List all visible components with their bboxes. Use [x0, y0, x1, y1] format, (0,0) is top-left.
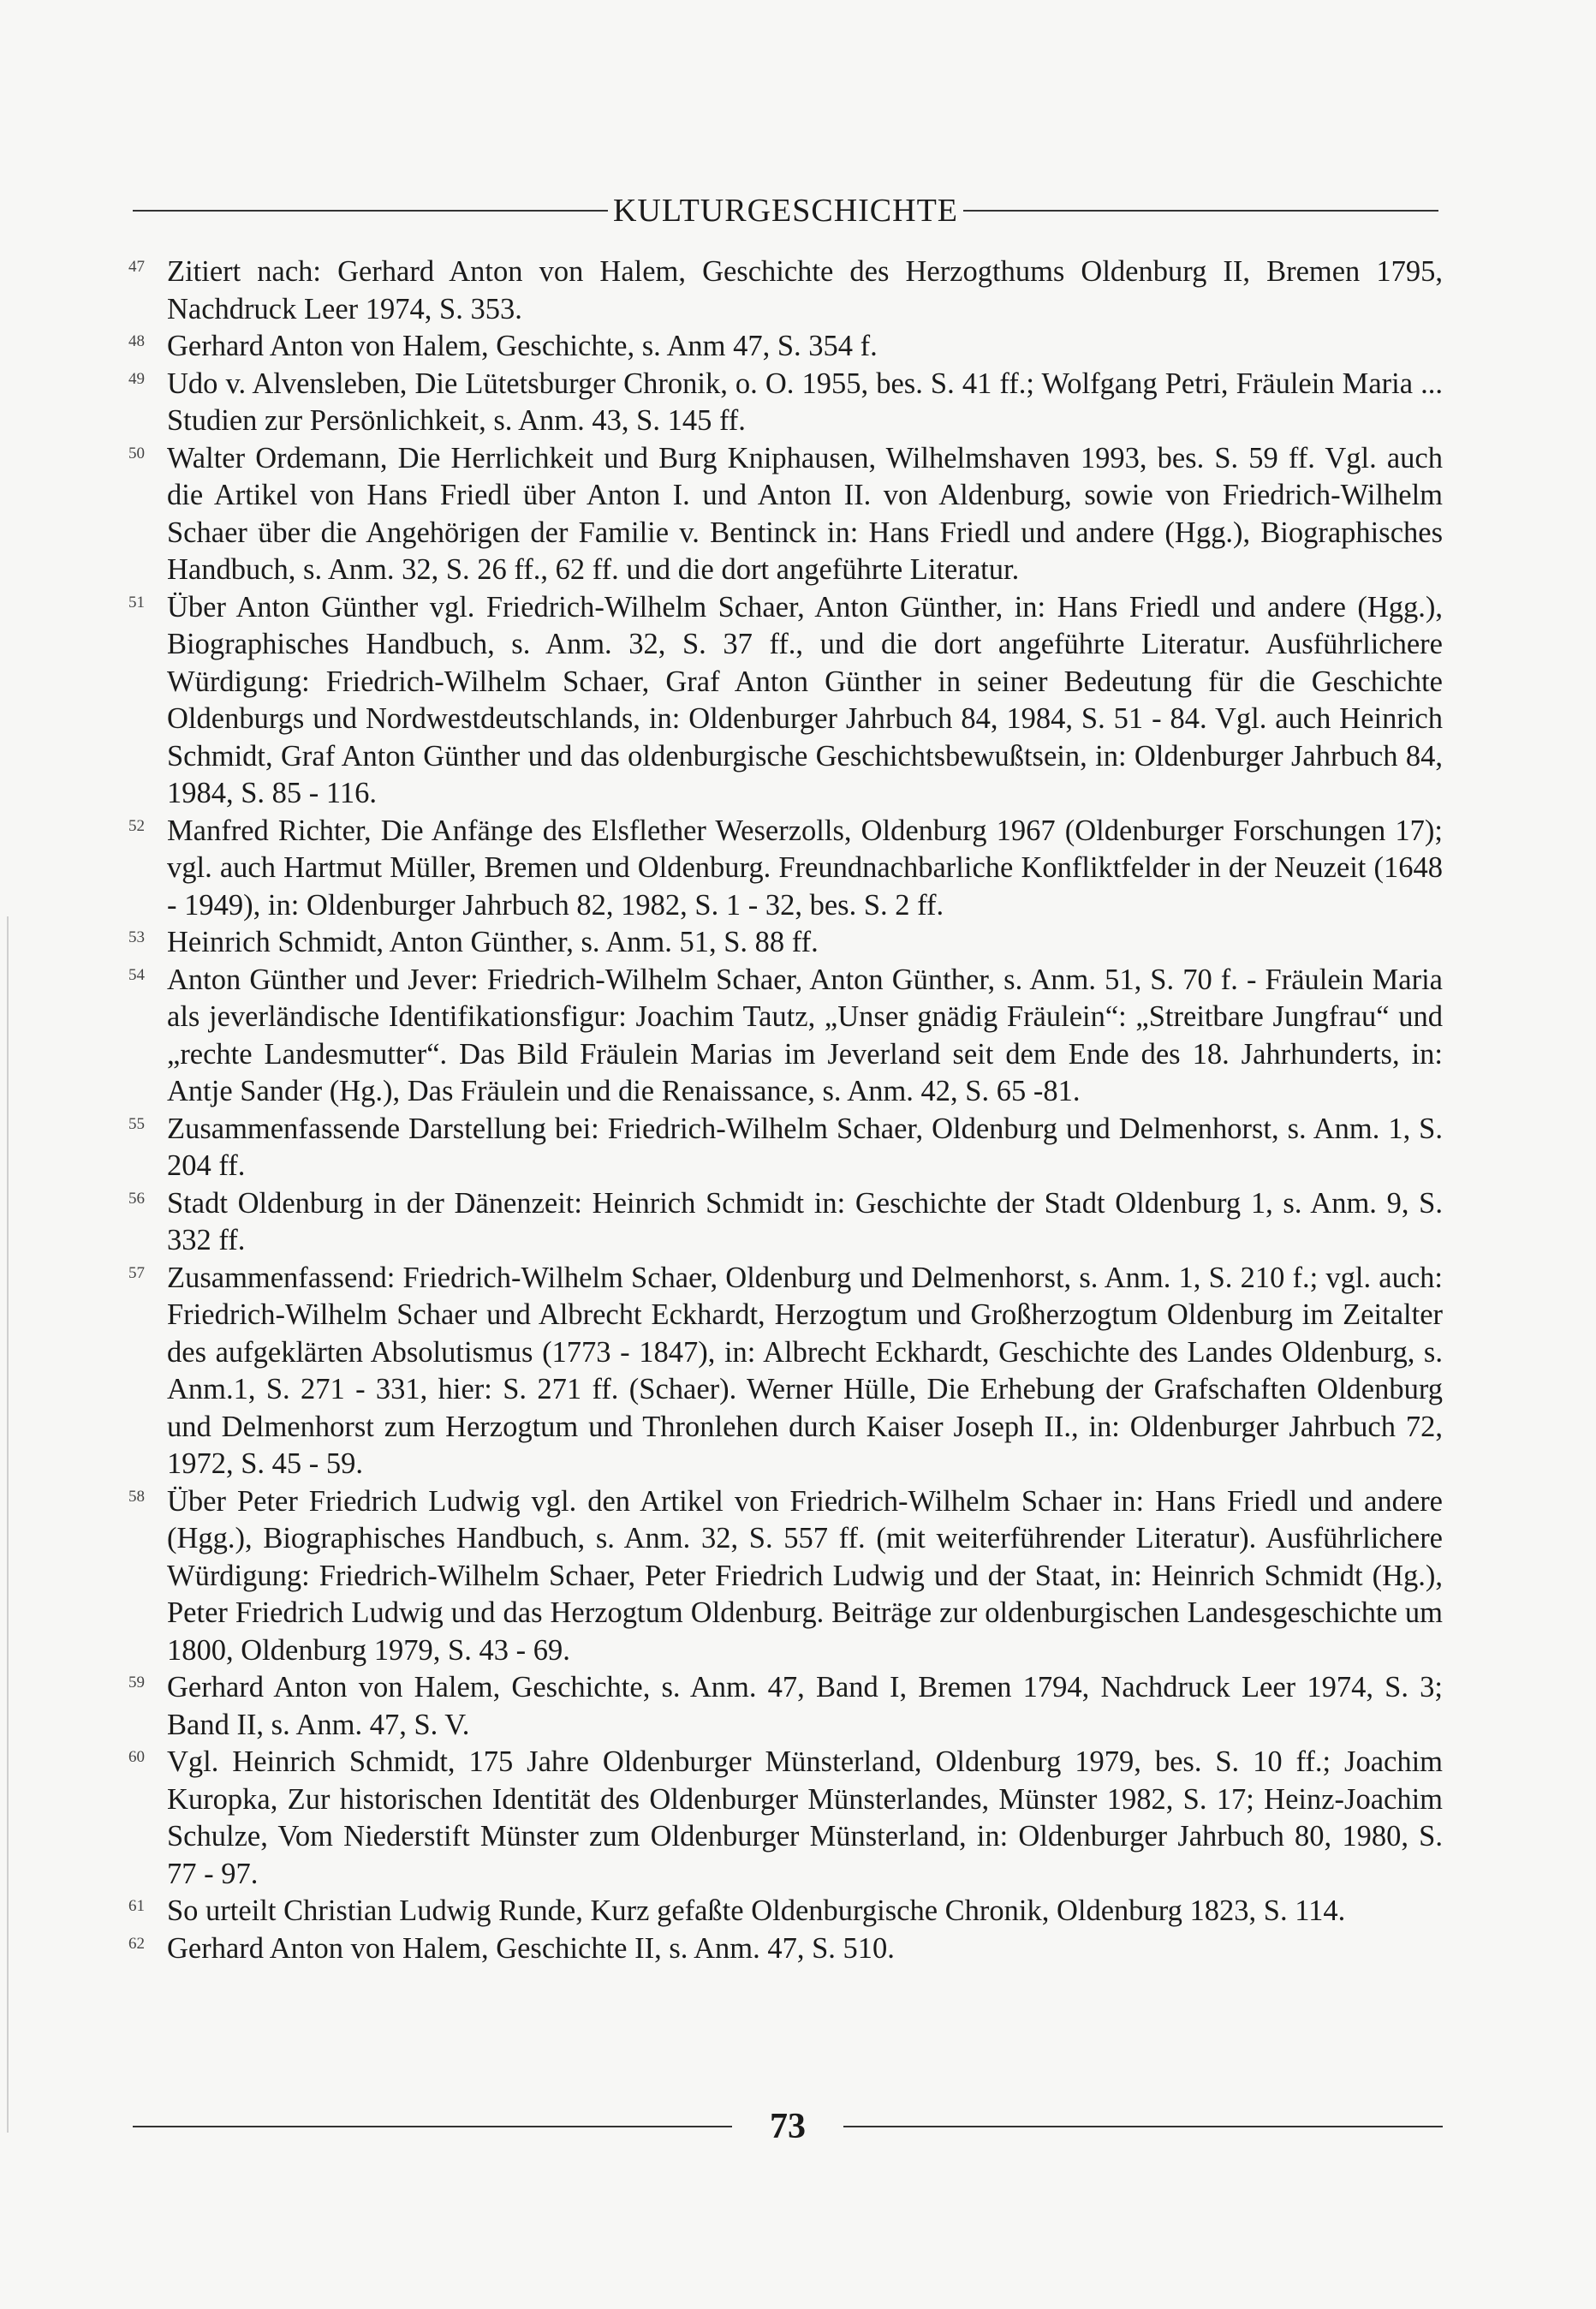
- footnote-text: Anton Günther und Jever: Friedrich-Wilhelm Schaer, Anton Günther, s. Anm. 51, S. 70 f. - Fräulein Maria als jeverländische Identifikationsfigur: Joachim Tautz, „Unser gnädig Fräulein“: „Streitbare Jungfrau“ und „rechte Landesmutter“. Das Bild Fräulein Marias im Jeverland seit dem Ende des 18. Jahrhunderts, in: Antje Sander (Hg.), Das Fräulein und die Renaissance, s. Anm. 42, S. 65 -81.: [167, 963, 1443, 1107]
- footnote-number: 47: [128, 258, 145, 276]
- footnote-text: Heinrich Schmidt, Anton Günther, s. Anm. 51, S. 88 ff.: [167, 926, 819, 958]
- header-rule-right: [963, 210, 1438, 212]
- footnote-number: 54: [128, 965, 145, 984]
- footnote-text: Manfred Richter, Die Anfänge des Elsflether Weserzolls, Oldenburg 1967 (Oldenburger Forschungen 17); vgl. auch Hartmut Müller, Bremen und Oldenburg. Freundnachbarliche Konfliktfelder in der Neuzeit (1648 - 1949), in: Oldenburger Jahrbuch 82, 1982, S. 1 - 32, bes. S. 2 ff.: [167, 814, 1443, 922]
- footnote-text: Walter Ordemann, Die Herrlichkeit und Burg Kniphausen, Wilhelmshaven 1993, bes. S. 59 ff. Vgl. auch die Artikel von Hans Friedl über Anton I. und Anton II. von Aldenburg, sowie von Friedrich-Wilhelm Schaer über die Angehörigen der Familie v. Bentinck in: Hans Friedl und andere (Hgg.), Biographisches Handbuch, s. Anm. 32, S. 26 ff., 62 ff. und die dort angeführte Literatur.: [167, 441, 1443, 586]
- footnote-number: 57: [128, 1263, 145, 1282]
- footnote-text: Gerhard Anton von Halem, Geschichte, s. Anm 47, S. 354 f.: [167, 330, 878, 362]
- footnote-text: So urteilt Christian Ludwig Runde, Kurz gefaßte Oldenburgische Chronik, Oldenburg 1823, S. 114.: [167, 1894, 1346, 1927]
- footnote: [128, 1260, 1443, 1483]
- footer-rule-left: [133, 2126, 732, 2127]
- footnote-number: 53: [128, 928, 145, 946]
- footnote-number: 52: [128, 816, 145, 835]
- footnote-number: 55: [128, 1114, 145, 1133]
- footer-rule-right: [843, 2126, 1443, 2127]
- footnote-text: Stadt Oldenburg in der Dänenzeit: Heinrich Schmidt in: Geschichte der Stadt Oldenburg 1, s. Anm. 9, S. 332 ff.: [167, 1186, 1443, 1256]
- footnote: [128, 1111, 1443, 1185]
- footnote-text: Gerhard Anton von Halem, Geschichte, s. Anm. 47, Band I, Bremen 1794, Nachdruck Leer 1974, S. 3; Band II, s. Anm. 47, S. V.: [167, 1671, 1443, 1741]
- footnote-number: 60: [128, 1748, 145, 1766]
- footnote-number: 48: [128, 332, 145, 350]
- footnote-number: 50: [128, 444, 145, 462]
- header-title: KULTURGESCHICHTE: [612, 193, 959, 229]
- footnote-text: Zusammenfassende Darstellung bei: Friedrich-Wilhelm Schaer, Oldenburg und Delmenhorst, s. Anm. 1, S. 204 ff.: [167, 1112, 1443, 1182]
- page-footer: [133, 2097, 1443, 2157]
- footnote: [128, 962, 1443, 1111]
- footnote: [128, 1744, 1443, 1893]
- header-rule-left: [133, 210, 608, 212]
- footnote-number: 56: [128, 1189, 145, 1208]
- footnote-text: Über Anton Günther vgl. Friedrich-Wilhelm Schaer, Anton Günther, in: Hans Friedl und andere (Hgg.), Biographisches Handbuch, s. Anm. 32, S. 37 ff., und die dort angeführte Literatur. Ausführlichere Würdigung: Friedrich-Wilhelm Schaer, Graf Anton Günther in seiner Bedeutung für die Geschichte Oldenburgs und Nordwestdeutschlands, in: Oldenburger Jahrbuch 84, 1984, S. 51 - 84. Vgl. auch Heinrich Schmidt, Graf Anton Günther und das oldenburgische Geschichtsbewußtsein, in: Oldenburger Jahrbuch 84, 1984, S. 85 - 116.: [167, 590, 1443, 809]
- footnote-text: Vgl. Heinrich Schmidt, 175 Jahre Oldenburger Münsterland, Oldenburg 1979, bes. S. 10 ff.; Joachim Kuropka, Zur historischen Identität des Oldenburger Münsterlandes, Münster 1982, S. 17; Heinz-Joachim Schulze, Vom Niederstift Münster zum Oldenburger Münsterland, in: Oldenburger Jahrbuch 80, 1980, S. 77 - 97.: [167, 1745, 1443, 1890]
- footnote: [128, 1930, 1443, 1968]
- footnote-number: 58: [128, 1487, 145, 1506]
- footnote: [128, 366, 1443, 440]
- footnote-text: Über Peter Friedrich Ludwig vgl. den Artikel von Friedrich-Wilhelm Schaer in: Hans Friedl und andere (Hgg.), Biographisches Handbuch, s. Anm. 32, S. 557 ff. (mit weiterführender Literatur). Ausführlichere Würdigung: Friedrich-Wilhelm Schaer, Peter Friedrich Ludwig und der Staat, in: Heinrich Schmidt (Hg.), Peter Friedrich Ludwig und das Herzogtum Oldenburg. Beiträge zur oldenburgischen Landesgeschichte um 1800, Oldenburg 1979, S. 43 - 69.: [167, 1484, 1443, 1667]
- footnote: [128, 1483, 1443, 1670]
- footnote: [128, 328, 1443, 366]
- footnote-text: Zusammenfassend: Friedrich-Wilhelm Schaer, Oldenburg und Delmenhorst, s. Anm. 1, S. 210 f.; vgl. auch: Friedrich-Wilhelm Schaer und Albrecht Eckhardt, Herzogtum und Großherzogtum Oldenburg im Zeitalter des aufgeklärten Absolutismus (1773 - 1847), in: Albrecht Eckhardt, Geschichte des Landes Oldenburg, s. Anm.1, S. 271 - 331, hier: S. 271 ff. (Schaer). Werner Hülle, Die Erhebung der Grafschaften Oldenburg und Delmenhorst zum Herzogtum und Thronlehen durch Kaiser Joseph II., in: Oldenburger Jahrbuch 72, 1972, S. 45 - 59.: [167, 1261, 1443, 1480]
- page-number: 73: [770, 2107, 806, 2146]
- footnote-number: 61: [128, 1897, 145, 1915]
- footnote-text: Zitiert nach: Gerhard Anton von Halem, Geschichte des Herzogthums Oldenburg II, Bremen 1795, Nachdruck Leer 1974, S. 353.: [167, 255, 1443, 325]
- footnote: [128, 589, 1443, 813]
- footnote: [128, 1669, 1443, 1744]
- footnote: [128, 924, 1443, 962]
- footnote-number: 51: [128, 593, 145, 612]
- scan-margin-line: [7, 916, 9, 2133]
- footnote-list: [128, 254, 1443, 1967]
- footnote: [128, 440, 1443, 589]
- running-header: [133, 185, 1438, 236]
- footnote-text: Udo v. Alvensleben, Die Lütetsburger Chronik, o. O. 1955, bes. S. 41 ff.; Wolfgang Petri, Fräulein Maria ... Studien zur Persönlichkeit, s. Anm. 43, S. 145 ff.: [167, 367, 1443, 437]
- footnote: [128, 1893, 1443, 1930]
- footnote: [128, 1185, 1443, 1260]
- footnote-text: Gerhard Anton von Halem, Geschichte II, s. Anm. 47, S. 510.: [167, 1931, 895, 1965]
- footnote-number: 59: [128, 1674, 145, 1691]
- footnote: [128, 813, 1443, 925]
- footnote: [128, 254, 1443, 328]
- footnote-number: 49: [128, 369, 145, 388]
- footnote-number: 62: [128, 1934, 145, 1953]
